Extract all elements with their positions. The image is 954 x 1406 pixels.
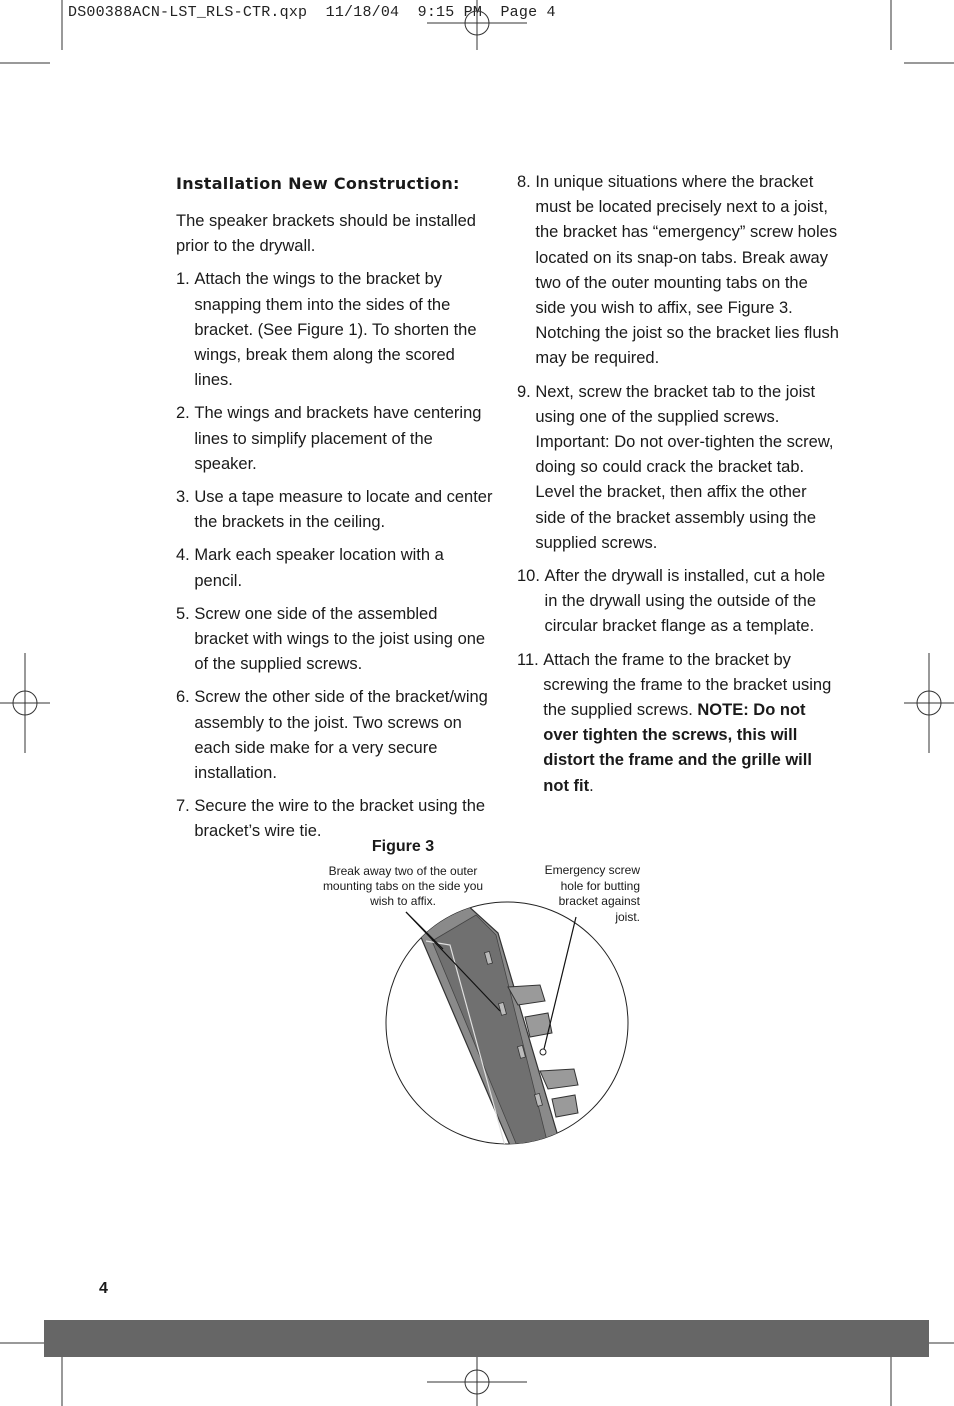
step-item <box>517 170 839 372</box>
step-text-body: Screw the other side of the bracket/wing assembly to the joist. Two screws on each side make for a very secure installation. <box>194 688 488 783</box>
section-heading: Installation New Construction: <box>176 174 460 193</box>
step-text-tail: . <box>589 776 594 795</box>
figure-title: Figure 3 <box>371 838 435 855</box>
step-number: 7. <box>176 797 195 816</box>
step-text <box>545 564 839 640</box>
page-number: 4 <box>99 1280 108 1297</box>
step-number: 10. <box>517 567 545 586</box>
step-number: 2. <box>176 404 195 423</box>
step-item <box>517 648 839 799</box>
right-column <box>517 170 839 807</box>
step-item <box>176 267 496 393</box>
step-text-body: Mark each speaker location with a pencil. <box>194 546 444 590</box>
step-text <box>543 648 839 799</box>
step-text <box>194 602 496 678</box>
callout-break-away-tabs: Break away two of the outer mounting tabs on the side you wish to affix. <box>322 864 484 908</box>
step-number: 3. <box>176 488 195 507</box>
step-text-body: Use a tape measure to locate and center the brackets in the ceiling. <box>194 488 493 532</box>
callout-emergency-screw-hole: Emergency screw hole for butting bracket against joist. <box>544 863 640 924</box>
step-text <box>194 543 496 593</box>
step-warning-text: NOTE: Do not over tighten the screws, this will distort the frame and the grille will not fit <box>543 701 812 795</box>
step-number: 5. <box>176 604 195 623</box>
step-item <box>176 401 496 477</box>
step-item <box>517 564 839 640</box>
step-number: 9. <box>517 382 536 401</box>
step-number: 6. <box>176 688 195 707</box>
right-steps-list <box>517 170 839 799</box>
footer-bar <box>44 1320 929 1357</box>
step-item <box>517 380 839 556</box>
step-text-body: Secure the wire to the bracket using the bracket’s wire tie. <box>194 797 486 841</box>
intro-paragraph: The speaker brackets should be installed prior to the drywall. <box>176 212 476 256</box>
step-text-body: Attach the frame to the bracket by screwing the frame to the bracket using the supplied screws. <box>543 650 832 720</box>
file-slug: DS00388ACN-LST_RLS-CTR.qxp 11/18/04 9:15 PM Page 4 <box>68 4 556 21</box>
step-text-body: After the drywall is installed, cut a hole in the drywall using the outside of the circular bracket flange as a template. <box>544 567 826 636</box>
step-item <box>176 543 496 593</box>
left-steps-list <box>176 267 496 844</box>
step-text-body: Attach the wings to the bracket by snapping them into the sides of the bracket. (See Figure 1). To shorten the wings, break them along the scored lines. <box>194 270 477 390</box>
emergency-screw-hole <box>540 1049 546 1055</box>
step-text-body: Next, screw the bracket tab to the joist using one of the supplied screws. Important: Do not over-tighten the screw, doing so could crack the bracket tab. Level the bracket, then affix the other side of the bracket assembly using the supplied screws. <box>535 382 834 552</box>
step-text <box>194 401 496 477</box>
step-item <box>176 485 496 535</box>
step-text <box>535 170 839 372</box>
step-text-body: In unique situations where the bracket must be located precisely next to a joist, the bracket has “emergency” screw holes located on its snap-on tabs. Break away two of the outer mounting tabs on the side you wish to affix, see Figure 3. Notching the joist so the bracket lies flush may be required. <box>535 173 839 368</box>
left-column <box>176 170 496 853</box>
step-text <box>535 380 839 556</box>
step-text <box>194 485 496 535</box>
step-text <box>194 267 496 393</box>
step-number: 1. <box>176 270 195 289</box>
step-number: 8. <box>517 173 536 191</box>
step-number: 4. <box>176 546 195 565</box>
step-number: 11. <box>517 650 544 669</box>
step-text-body: The wings and brackets have centering lines to simplify placement of the speaker. <box>194 404 482 473</box>
step-text <box>194 685 496 786</box>
step-text-body: Screw one side of the assembled bracket with wings to the joist using one of the supplied screws. <box>194 604 486 674</box>
step-item <box>176 685 496 786</box>
bracket-detail-illustration <box>380 895 640 1155</box>
step-item <box>176 602 496 678</box>
